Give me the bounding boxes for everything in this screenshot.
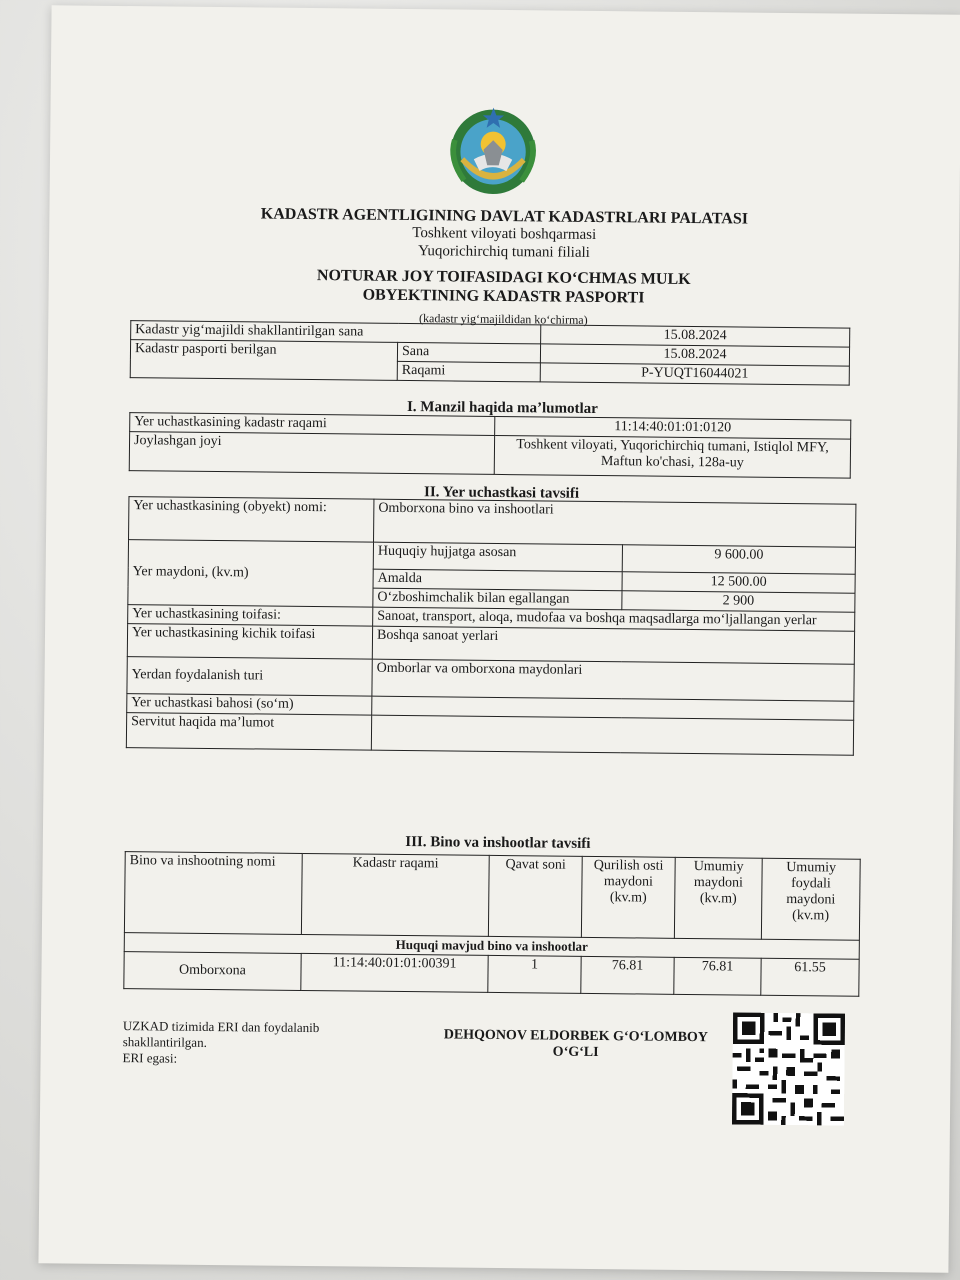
issue-number-label: Raqami [397,361,540,381]
actual-area-value: 12 500.00 [622,572,855,593]
table-row [124,952,859,997]
area-label: Yer maydoni, (kv.m) [128,540,374,608]
document-title-line2: OBYEKTINING KADASTR PASPORTI [362,286,645,307]
signature-owner [431,1027,721,1062]
building-total-area-cell: 76.81 [674,957,761,995]
document-title-line1: NOTURAR JOY TOIFASIDAGI KO‘CHMAS MULK [316,267,691,288]
column-header-floors: Qavat soni [488,855,582,937]
location-line2: Maftun ko'chasi, 128a-uy [600,454,744,471]
column-header-total-area: Umumiy maydoni (kv.m) [674,857,762,939]
owner-line2: O‘G‘LI [552,1044,599,1061]
subcategory-value: Boshqa sanoat yerlari [372,626,854,664]
qr-code-icon [732,1012,845,1125]
building-useful-area-cell: 61.55 [761,958,859,996]
document-subtitle: (kadastr yig‘majildidan ko‘chirma) [418,311,588,327]
location-line1: Toshkent viloyati, Yuqorichirchiq tumani, Istiqlol MFY, [516,437,829,456]
category-label: Yer uchastkasining toifasi: [128,605,373,627]
building-cadastre-cell: 11:14:40:01:01:00391 [301,953,488,992]
self-occupied-area-value: 2 900 [622,591,855,612]
issue-date-label: Sana [397,342,540,362]
land-plot-table [126,496,857,756]
actual-area-label: Amalda [373,569,622,591]
section1-title: I. Manzil haqida ma’lumotlar [406,399,598,418]
object-name-label: Yer uchastkasining (obyekt) nomi: [129,497,374,543]
land-use-label: Yerdan foydalanish turi [127,657,372,697]
agency-title: KADASTR AGENTLIGINING DAVLAT KADASTRLARI PALATASI [260,205,749,228]
region-title: Toshkent viloyati boshqarmasi [412,225,597,243]
self-occupied-area-label: O‘zboshimchalik bilan egallangan [373,588,622,610]
eri-note-line3: ERI egasi: [122,1050,178,1066]
owner-line1: DEHQONOV ELDORBEK G‘O‘LOMBOY [443,1027,709,1046]
object-name-value: Omborxona bino va inshootlari [374,499,856,547]
section2-title: II. Yer uchastkasi tavsifi [423,484,580,502]
formed-date-label: Kadastr yig‘majildi shakllantirilgan sana [131,321,541,344]
land-price-label: Yer uchastkasi bahosi (so‘m) [127,694,372,716]
building-footprint-cell: 76.81 [581,956,674,994]
location-label: Joylashgan joyi [129,432,494,475]
passport-meta-table [130,320,851,386]
column-header-name: Bino va inshootning nomi [124,852,302,935]
legal-area-value: 9 600.00 [622,545,855,574]
state-emblem-icon [445,101,542,198]
document-page [38,5,960,1272]
category-value: Sanoat, transport, aloqa, mudofaa va boshqa maqsadlarga mo‘ljallangan yerlar [373,607,855,631]
cadastre-number-value: 11:14:40:01:01:0120 [495,416,851,439]
column-header-cadastre: Kadastr raqami [301,853,489,936]
column-header-footprint-area: Qurilish osti maydoni (kv.m) [581,856,675,938]
buildings-subheader: Huquqi mavjud bino va inshootlar [124,933,859,960]
eri-note [123,1018,320,1068]
issue-date-value: 15.08.2024 [540,344,849,366]
building-floors-cell: 1 [488,955,581,993]
address-table [129,412,852,479]
servitude-label: Servitut haqida ma’lumot [126,713,371,751]
buildings-table [123,851,860,997]
section3-title: III. Bino va inshootlar tavsifi [405,834,591,852]
issue-number-value: P-YUQT16044021 [540,363,849,385]
location-value [494,435,850,478]
issued-label: Kadastr pasporti berilgan [130,340,397,381]
servitude-value [371,715,853,755]
formed-date-value: 15.08.2024 [541,325,850,347]
eri-note-line1: UZKAD tizimida ERI dan foydalanib [122,1018,320,1036]
eri-note-line2: shakllantirilgan. [122,1034,207,1050]
legal-area-label: Huquqiy hujjatga asosan [373,542,622,572]
column-header-useful-area: Umumiy foydali maydoni (kv.m) [761,858,860,940]
land-use-value: Omborlar va omborxona maydonlari [372,659,854,701]
building-name-cell: Omborxona [124,952,301,991]
branch-title: Yuqorichirchiq tumani filiali [418,243,590,261]
cadastre-number-label: Yer uchastkasining kadastr raqami [130,413,495,436]
subcategory-label: Yer uchastkasining kichik toifasi [127,624,372,660]
